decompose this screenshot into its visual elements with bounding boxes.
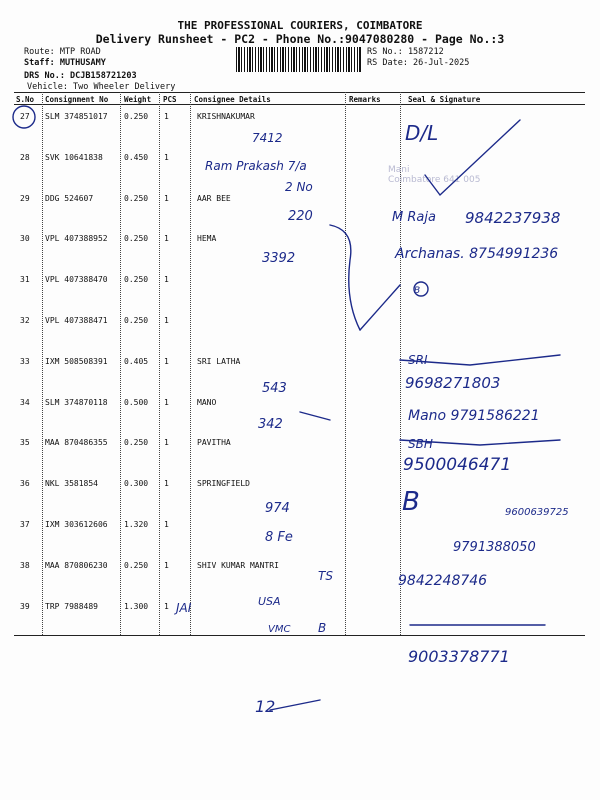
cell-consignment: MAA 870486355 — [45, 438, 108, 448]
cell-consignment: VPL 407388470 — [45, 275, 108, 285]
table-row — [0, 357, 600, 397]
cell-sno: 33 — [20, 356, 30, 366]
handwritten-note: 2 No — [285, 180, 313, 194]
rs-date: RS Date: 26-Jul-2025 — [367, 58, 470, 68]
table-row — [0, 520, 600, 560]
handwritten-note: TS — [318, 569, 333, 583]
handwritten-note: 9842237938 — [465, 209, 561, 227]
cell-weight: 0.250 — [124, 234, 149, 244]
underline-stroke — [270, 700, 320, 710]
cell-consignment: MAA 870806230 — [45, 560, 108, 570]
cell-sno: 36 — [20, 479, 30, 489]
cell-weight: 0.250 — [124, 560, 149, 570]
handwritten-note: B — [402, 487, 420, 517]
cell-weight: 0.250 — [124, 193, 149, 203]
barcode — [236, 47, 362, 72]
cell-consignment: SLM 374851017 — [45, 112, 108, 121]
col-remarks: Remarks — [349, 95, 381, 104]
table-row — [0, 275, 600, 315]
cell-consignment: SVK 10641838 — [45, 152, 103, 162]
cell-weight: 0.450 — [124, 152, 149, 162]
handwritten-note: 9600639725 — [505, 507, 569, 518]
handwritten-note: SBH — [408, 437, 433, 451]
col-sno: S.No — [16, 95, 35, 104]
handwritten-note: Ram Prakash 7/a — [205, 159, 307, 173]
cell-pcs: 1 — [164, 234, 169, 244]
company-name: THE PROFESSIONAL COURIERS, COIMBATORE — [177, 19, 423, 32]
col-seal: Seal & Signature — [408, 95, 481, 104]
cell-pcs: 1 — [164, 316, 169, 325]
handwritten-note: USA — [258, 595, 281, 608]
cell-consignee: MANO — [197, 397, 217, 407]
faded-stamp — [388, 165, 480, 185]
cell-consignment: SLM 374870118 — [45, 397, 108, 407]
table-row — [0, 438, 600, 478]
handwritten-note: 9791388050 — [453, 540, 536, 555]
handwritten-note: Mano 9791586221 — [408, 408, 540, 424]
cell-weight: 0.250 — [124, 275, 149, 285]
cell-weight: 0.300 — [124, 479, 149, 489]
handwritten-note: M Raja — [392, 210, 436, 225]
col-pcs: PCS — [163, 95, 177, 104]
header-rule — [14, 104, 585, 105]
table-row — [0, 112, 600, 152]
cell-consignment: TRP 7988489 — [45, 601, 98, 611]
handwritten-note: VMC — [268, 624, 291, 635]
cell-consignee: PAVITHA — [197, 438, 231, 448]
cell-pcs: 1 — [164, 520, 169, 529]
cell-pcs: 1 — [164, 356, 169, 366]
cell-sno: 35 — [20, 438, 30, 448]
cell-weight: 1.320 — [124, 520, 149, 529]
cell-consignment: VPL 407388952 — [45, 234, 108, 244]
cell-weight: 1.300 — [124, 601, 149, 611]
handwritten-note: 220 — [288, 209, 313, 224]
handwritten-note: 12 — [255, 697, 276, 716]
cell-sno: 37 — [20, 520, 30, 529]
cell-consignment: IXM 508508391 — [45, 356, 108, 366]
handwritten-note: SRI — [408, 353, 428, 367]
handwritten-note: JAI — [176, 601, 192, 615]
cell-sno: 31 — [20, 275, 30, 285]
cell-pcs: 1 — [164, 152, 169, 162]
cell-consignee: SPRINGFIELD — [197, 479, 250, 489]
cell-consignment: IXM 303612606 — [45, 520, 108, 529]
cell-sno: 34 — [20, 397, 30, 407]
cell-sno: 39 — [20, 601, 30, 611]
cell-sno: 29 — [20, 193, 30, 203]
table-row — [0, 561, 600, 601]
cell-pcs: 1 — [164, 601, 169, 611]
handwritten-note: 543 — [262, 381, 287, 396]
cell-consignee: KRISHNAKUMAR — [197, 112, 255, 121]
cell-pcs: 1 — [164, 193, 169, 203]
stamp-line-1: Mani — [388, 165, 410, 175]
handwritten-note: 9842248746 — [398, 573, 488, 589]
table-row — [0, 316, 600, 356]
drs-number: DRS No.: DCJB158721203 — [24, 71, 137, 81]
cell-sno: 32 — [20, 316, 30, 325]
route: Route: MTP ROAD — [24, 47, 101, 57]
stamp-line-2: Coimbatore 641 005 — [388, 175, 481, 185]
table-row — [0, 398, 600, 438]
cell-consignment: VPL 407388471 — [45, 316, 108, 325]
table-row — [0, 234, 600, 274]
cell-weight: 0.250 — [124, 316, 149, 325]
cell-sno: 38 — [20, 560, 30, 570]
handwritten-note: B — [414, 286, 421, 296]
col-weight: Weight — [124, 95, 152, 104]
cell-sno: 28 — [20, 152, 30, 162]
cell-pcs: 1 — [164, 479, 169, 489]
handwritten-note: 9500046471 — [403, 455, 512, 475]
table-row — [0, 602, 600, 642]
cell-weight: 0.500 — [124, 397, 149, 407]
handwritten-note: 9003378771 — [408, 647, 510, 666]
handwritten-note: 7412 — [252, 131, 283, 145]
handwritten-note: 3392 — [262, 251, 296, 266]
handwritten-note: D/L — [405, 121, 439, 145]
handwritten-note: Archanas. 8754991236 — [395, 246, 559, 262]
handwritten-note: B — [318, 621, 327, 635]
table-row — [0, 194, 600, 234]
cell-consignee: HEMA — [197, 234, 217, 244]
cell-weight: 0.405 — [124, 356, 149, 366]
staff: Staff: MUTHUSAMY — [24, 58, 106, 68]
cell-sno: 30 — [20, 234, 30, 244]
cell-pcs: 1 — [164, 560, 169, 570]
cell-consignment: NKL 3581854 — [45, 479, 98, 489]
cell-consignee: SRI LATHA — [197, 356, 241, 366]
handwritten-note: 974 — [265, 501, 290, 516]
cell-weight: 0.250 — [124, 438, 149, 448]
cell-pcs: 1 — [164, 438, 169, 448]
cell-consignee: AAR BEE — [197, 193, 231, 203]
table-row — [0, 479, 600, 519]
cell-pcs: 1 — [164, 397, 169, 407]
handwritten-note: 9698271803 — [405, 374, 501, 392]
handwritten-note: 342 — [258, 417, 283, 432]
cell-consignment: DDG 524607 — [45, 193, 94, 203]
handwritten-note: 8 Fe — [265, 530, 293, 545]
cell-pcs: 1 — [164, 275, 169, 285]
table-row — [0, 153, 600, 193]
cell-pcs: 1 — [164, 112, 169, 121]
rs-number: RS No.: 1587212 — [367, 47, 444, 57]
vehicle: Vehicle: Two Wheeler Delivery — [27, 82, 176, 92]
runsheet-title: Delivery Runsheet - PC2 - Phone No.:9047080280 - Page No.:3 — [95, 32, 505, 46]
table-top-rule — [14, 92, 585, 93]
col-consignee: Consignee Details — [194, 95, 271, 104]
cell-sno: 27 — [20, 112, 30, 121]
cell-weight: 0.250 — [124, 112, 149, 121]
col-consignment: Consignment No — [45, 95, 109, 104]
cell-consignee: SHIV KUMAR MANTRI — [197, 560, 279, 570]
